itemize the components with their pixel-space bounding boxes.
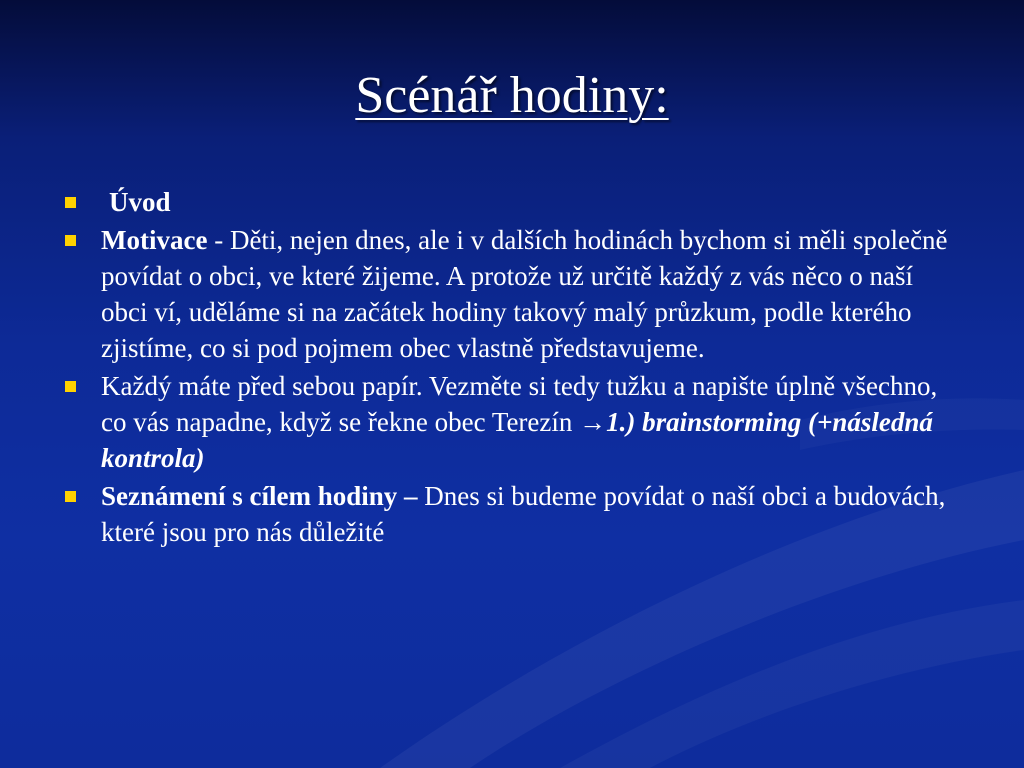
- bullet-emphasis: →1.) brainstorming (+následná kontrola): [101, 407, 933, 473]
- bullet-list: [60, 184, 960, 552]
- bullet-uvod: [60, 184, 960, 220]
- square-bullet-icon: [65, 491, 76, 502]
- slide-title: Scénář hodiny:: [355, 67, 669, 124]
- bullet-lead: Úvod: [109, 187, 171, 217]
- bullet-lead: Seznámení s cílem hodiny –: [101, 481, 418, 511]
- bullet-text: Dnes si budeme povídat o naší obci a budovách, které jsou pro nás důležité: [101, 481, 946, 547]
- bullet-brainstorming: [60, 368, 960, 476]
- bullet-motivace: [60, 222, 960, 366]
- square-bullet-icon: [65, 381, 76, 392]
- bullet-lead: Motivace: [101, 225, 208, 255]
- bullet-seznameni: [60, 478, 960, 550]
- square-bullet-icon: [65, 235, 76, 246]
- square-bullet-icon: [65, 197, 76, 208]
- bullet-text: Každý máte před sebou papír. Vezměte si tedy tužku a napište úplně všechno, co vás napadne, když se řekne obec Terezín: [101, 371, 938, 437]
- bullet-text: - Děti, nejen dnes, ale i v dalších hodinách bychom si měli společně povídat o obci, ve které žijeme. A protože už určitě každý z vás něco o naší obci ví, uděláme si na začátek hodiny takový malý průzkum, podle kterého zjistíme, co si pod pojmem obec vlastně představujeme.: [101, 225, 948, 363]
